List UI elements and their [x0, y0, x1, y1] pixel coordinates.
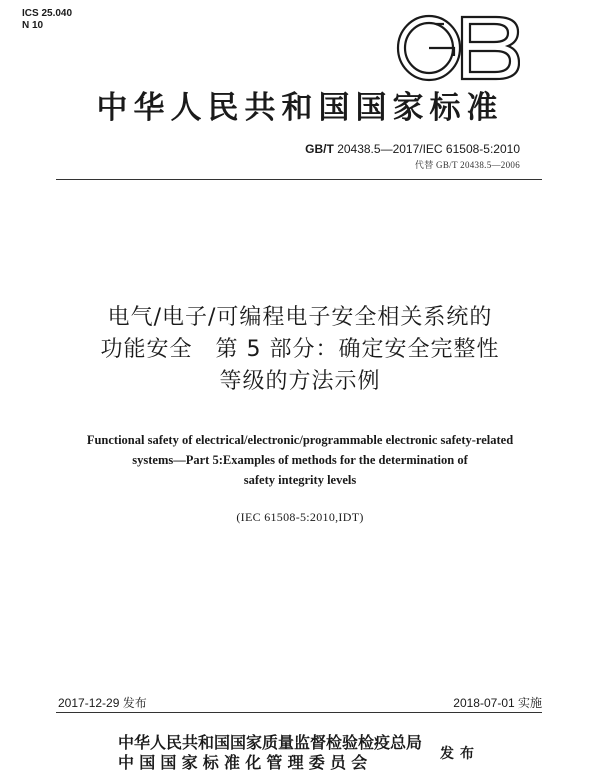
standard-title: 中华人民共和国国家标准 [96, 90, 504, 126]
issue-action: 发布 [440, 746, 480, 762]
top-divider [56, 179, 542, 180]
title-english-line: Functional safety of electrical/electronic/programmable electronic safety-related [86, 433, 514, 447]
ics-code: ICS 25.040 [22, 8, 73, 19]
title-english [0, 430, 600, 490]
issuer-sac: 中国国家标准化管理委员会 [118, 753, 373, 772]
title-chinese-line: 电气/电子/可编程电子安全相关系统的 [107, 305, 493, 330]
title-chinese-line: 等级的方法示例 [219, 369, 381, 394]
gb-logo-icon [396, 14, 520, 82]
title-english-line: safety integrity levels [243, 473, 357, 487]
replaces-note: 代替 GB/T 20438.5—2006 [414, 160, 520, 170]
bottom-divider [56, 712, 542, 713]
classification-codes [22, 8, 72, 32]
issuing-authorities [118, 733, 422, 773]
standard-number [305, 141, 520, 157]
standard-number-code: 20438.5—2017/IEC 61508-5:2010 [337, 142, 520, 156]
issue-date: 2017-12-29 发布 [58, 696, 147, 710]
title-chinese [0, 302, 600, 398]
implementation-date: 2018-07-01 实施 [453, 696, 542, 710]
title-english-line: systems—Part 5:Examples of methods for the determination of [132, 453, 468, 467]
equivalence-note: (IEC 61508-5:2010,IDT) [236, 510, 364, 524]
title-chinese-line: 功能安全 第 5 部分：确定安全完整性 [100, 337, 500, 362]
issuer-aqsiq: 中华人民共和国国家质量监督检验检疫总局 [118, 733, 423, 752]
ccs-code: N 10 [22, 20, 44, 31]
standard-number-prefix: GB/T [305, 142, 334, 156]
